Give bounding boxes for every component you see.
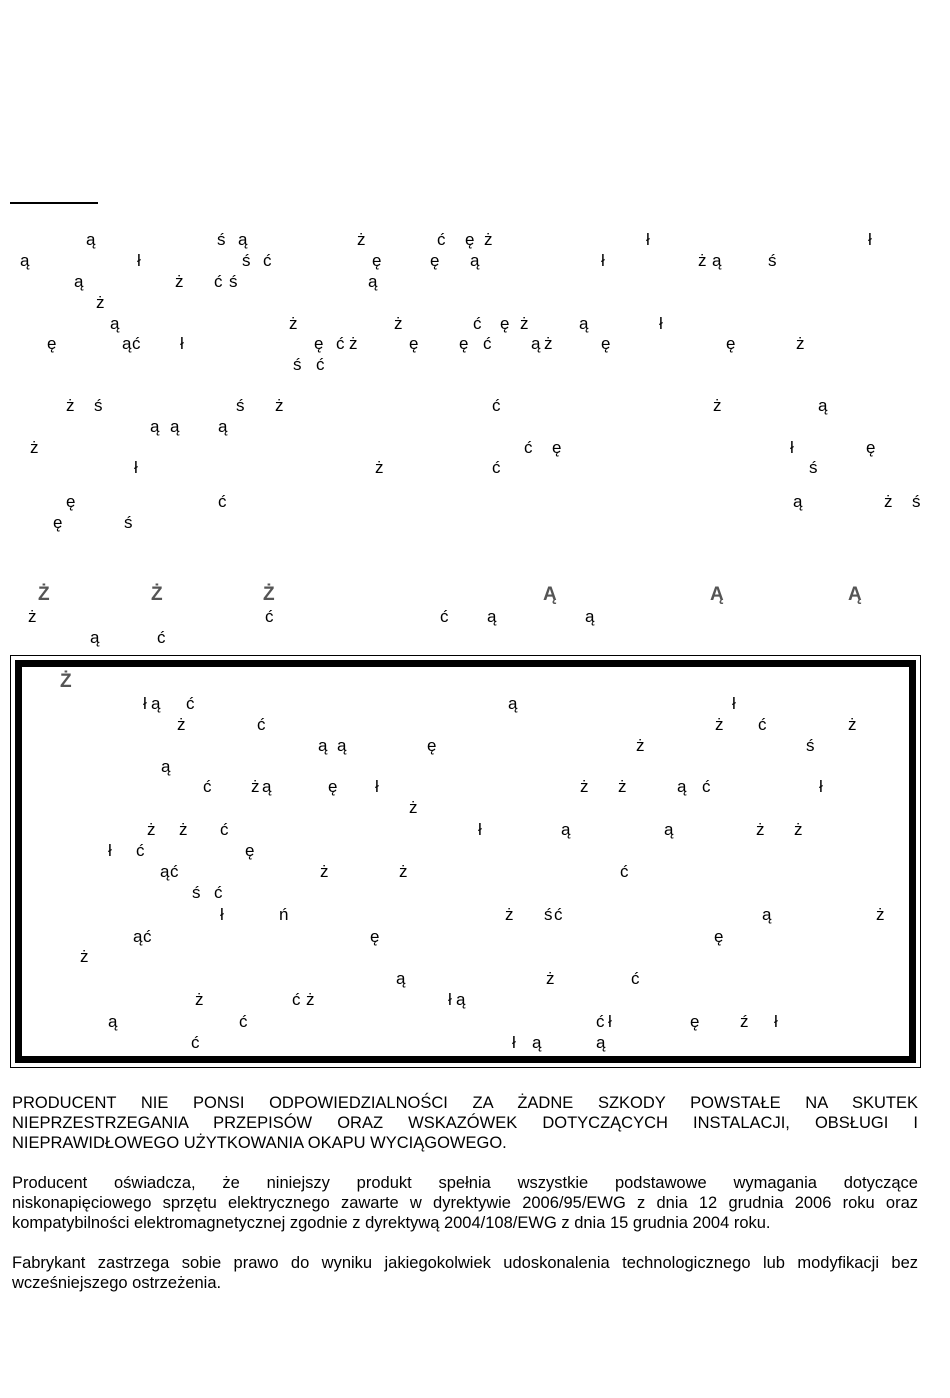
diacritic-glyph: ę xyxy=(66,492,76,511)
diacritic-glyph: ć xyxy=(203,777,212,796)
diacritic-glyph: ą xyxy=(122,334,132,353)
diacritic-glyph: ś xyxy=(242,251,251,270)
diacritic-glyph: ś xyxy=(809,458,818,477)
diacritic-glyph: ą xyxy=(762,905,772,924)
diacritic-glyph: ę xyxy=(726,334,736,353)
diacritic-glyph: ż xyxy=(884,492,893,511)
diacritic-glyph: ą xyxy=(160,862,170,881)
diacritic-glyph: ć xyxy=(524,438,533,457)
diacritic-glyph: ć xyxy=(265,607,274,626)
diacritic-glyph: ą xyxy=(396,969,406,988)
diacritic-glyph: ą xyxy=(151,694,161,713)
diacritic-glyph: ś xyxy=(217,230,226,249)
diacritic-glyph: ś xyxy=(192,883,201,902)
diacritic-glyph: ż xyxy=(580,777,589,796)
diacritic-glyph: ę xyxy=(459,334,469,353)
diacritic-glyph: ż xyxy=(698,251,707,270)
diacritic-glyph: ą xyxy=(170,417,180,436)
diacritic-glyph: ż xyxy=(794,820,803,839)
diacritic-glyph: ż xyxy=(715,715,724,734)
diacritic-glyph: ż xyxy=(520,314,529,333)
diacritic-glyph: ą xyxy=(579,314,589,333)
diacritic-glyph: ź xyxy=(740,1012,749,1031)
diacritic-glyph: ą xyxy=(368,272,378,291)
diacritic-glyph: ę xyxy=(245,841,255,860)
modification-reservation-line: Fabrykant zastrzega sobie prawo do wyniku jakiegokolwiek udoskonalenia technologicznego lub modyfikacji bez xyxy=(12,1254,918,1272)
diacritic-glyph: ć xyxy=(492,458,501,477)
modification-reservation-line: wcześniejszego ostrzeżenia. xyxy=(12,1274,222,1292)
conformity-declaration-line: kompatybilności elektromagnetycznej zgodnie z dyrektywą 2004/108/EWG z dnia 15 grudnia 2004 roku. xyxy=(12,1214,771,1232)
diacritic-glyph: ą xyxy=(161,757,171,776)
conformity-declaration xyxy=(12,1173,918,1233)
diacritic-glyph: ą xyxy=(262,777,272,796)
diacritic-glyph: ć xyxy=(132,334,141,353)
diacritic-glyph: ć xyxy=(191,1033,200,1052)
diacritic-glyph: ż xyxy=(289,314,298,333)
diacritic-glyph: ę xyxy=(866,438,876,457)
diacritic-glyph: ę xyxy=(465,230,475,249)
diacritic-glyph: ę xyxy=(430,251,440,270)
diacritic-glyph: ś xyxy=(806,736,815,755)
diacritic-glyph: ą xyxy=(218,417,228,436)
diacritic-glyph: ś xyxy=(236,396,245,415)
diacritic-glyph: ń xyxy=(279,905,289,924)
diacritic-glyph: ż xyxy=(713,396,722,415)
warning-frame-inner-border xyxy=(15,660,916,1063)
diacritic-glyph: ą xyxy=(470,251,480,270)
diacritic-glyph: Ą xyxy=(710,584,724,605)
diacritic-glyph: ę xyxy=(601,334,611,353)
diacritic-glyph: ć xyxy=(263,251,272,270)
diacritic-glyph: ę xyxy=(690,1012,700,1031)
modification-reservation xyxy=(12,1253,918,1293)
diacritic-glyph: ż xyxy=(505,905,514,924)
diacritic-glyph: ż xyxy=(96,293,105,312)
diacritic-glyph: ą xyxy=(508,694,518,713)
diacritic-glyph: ą xyxy=(20,251,30,270)
diacritic-glyph: ż xyxy=(251,777,260,796)
diacritic-glyph: ą xyxy=(585,607,595,626)
diacritic-glyph: ż xyxy=(544,334,553,353)
diacritic-glyph: ż xyxy=(796,334,805,353)
diacritic-glyph: ć xyxy=(220,820,229,839)
conformity-declaration-line: niskonapięciowego sprzętu elektrycznego zawarte w dyrektywie 2006/95/EWG z dnia 12 grudnia 2006 roku oraz xyxy=(12,1194,918,1212)
diacritic-glyph: ą xyxy=(664,820,674,839)
diacritic-glyph: ż xyxy=(175,272,184,291)
diacritic-glyph: ż xyxy=(636,736,645,755)
diacritic-glyph: ł xyxy=(512,1033,516,1052)
diacritic-glyph: ć xyxy=(620,862,629,881)
diacritic-glyph: ł xyxy=(478,820,482,839)
diacritic-glyph: ż xyxy=(848,715,857,734)
diacritic-glyph: ł xyxy=(180,334,184,353)
diacritic-glyph: ł xyxy=(608,1012,612,1031)
diacritic-glyph: ą xyxy=(596,1033,606,1052)
diacritic-glyph: ę xyxy=(370,927,380,946)
diacritic-glyph: Ą xyxy=(848,584,862,605)
diacritic-glyph: ć xyxy=(336,334,345,353)
diacritic-glyph: ć xyxy=(136,841,145,860)
diacritic-glyph: ę xyxy=(328,777,338,796)
diacritic-glyph: ć xyxy=(292,990,301,1009)
diacritic-glyph: ę xyxy=(409,334,419,353)
diacritic-glyph: ć xyxy=(702,777,711,796)
diacritic-glyph: ł xyxy=(137,251,141,270)
diacritic-glyph: ą xyxy=(712,251,722,270)
diacritic-glyph: ż xyxy=(28,607,37,626)
diacritic-glyph: ą xyxy=(456,990,466,1009)
diacritic-glyph: ż xyxy=(394,314,403,333)
diacritic-glyph: ż xyxy=(195,990,204,1009)
diacritic-glyph: ć xyxy=(483,334,492,353)
diacritic-glyph: ę xyxy=(47,334,57,353)
diacritic-glyph: ł xyxy=(646,230,650,249)
diacritic-glyph: ł xyxy=(134,458,138,477)
diacritic-glyph: ł xyxy=(868,230,872,249)
diacritic-glyph: ż xyxy=(349,334,358,353)
diacritic-glyph: ż xyxy=(306,990,315,1009)
diacritic-glyph: ą xyxy=(677,777,687,796)
diacritic-glyph: ć xyxy=(437,230,446,249)
diacritic-glyph: ę xyxy=(552,438,562,457)
diacritic-glyph: ż xyxy=(409,798,418,817)
diacritic-glyph: ł xyxy=(774,1012,778,1031)
diacritic-glyph: Ą xyxy=(543,584,557,605)
diacritic-glyph: ć xyxy=(186,694,195,713)
diacritic-glyph: ż xyxy=(357,230,366,249)
diacritic-glyph: ż xyxy=(320,862,329,881)
diacritic-glyph: ą xyxy=(531,334,541,353)
diacritic-glyph: ż xyxy=(80,947,89,966)
diacritic-glyph: ę xyxy=(53,513,63,532)
diacritic-glyph: ć xyxy=(214,883,223,902)
diacritic-glyph: ż xyxy=(399,862,408,881)
diacritic-glyph: ą xyxy=(86,230,96,249)
diacritic-glyph: ą xyxy=(337,736,347,755)
diacritic-glyph: ą xyxy=(793,492,803,511)
diacritic-glyph: ś xyxy=(229,272,238,291)
diacritic-glyph: ł xyxy=(790,438,794,457)
diacritic-glyph: ą xyxy=(74,272,84,291)
diacritic-glyph: ć xyxy=(631,969,640,988)
diacritic-glyph: ę xyxy=(714,927,724,946)
diacritic-glyph: ż xyxy=(177,715,186,734)
diacritic-glyph: ę xyxy=(372,251,382,270)
diacritic-glyph: ł xyxy=(375,777,379,796)
diacritic-glyph: ć xyxy=(170,862,179,881)
diacritic-glyph: ż xyxy=(876,905,885,924)
diacritic-glyph: ą xyxy=(318,736,328,755)
diacritic-glyph: ę xyxy=(500,314,510,333)
diacritic-glyph: ż xyxy=(618,777,627,796)
diacritic-glyph: ć xyxy=(257,715,266,734)
diacritic-glyph: ć xyxy=(239,1012,248,1031)
diacritic-glyph: ć xyxy=(554,905,563,924)
diacritic-glyph: ś xyxy=(768,251,777,270)
diacritic-glyph: ć xyxy=(316,355,325,374)
liability-warning-line: NIEPRAWIDŁOWEGO UŻYTKOWANIA OKAPU WYCIĄGOWEGO. xyxy=(12,1134,507,1152)
diacritic-glyph: ł xyxy=(108,841,112,860)
liability-warning-line: PRODUCENT NIE PONSI ODPOWIEDZIALNOŚCI ZA ŻADNE SZKODY POWSTAŁE NA SKUTEK xyxy=(12,1094,918,1112)
diacritic-glyph: ł xyxy=(732,694,736,713)
liability-warning xyxy=(12,1093,918,1153)
diacritic-glyph: ć xyxy=(440,607,449,626)
diacritic-glyph: ł xyxy=(448,990,452,1009)
diacritic-glyph: ą xyxy=(561,820,571,839)
diacritic-glyph: ż xyxy=(375,458,384,477)
diacritic-glyph: ą xyxy=(150,417,160,436)
diacritic-glyph: ż xyxy=(179,820,188,839)
diacritic-glyph: ą xyxy=(818,396,828,415)
liability-warning-line: NIEPRZESTRZEGANIA PRZEPISÓW ORAZ WSKAZÓWEK DOTYCZĄCYCH INSTALACJI, OBSŁUGI I xyxy=(12,1114,918,1132)
diacritic-glyph: Ż xyxy=(263,584,275,605)
diacritic-glyph: ą xyxy=(108,1012,118,1031)
diacritic-glyph: ą xyxy=(90,628,100,647)
diacritic-glyph: ć xyxy=(473,314,482,333)
diacritic-glyph: ś xyxy=(124,513,133,532)
diacritic-glyph: ą xyxy=(133,927,143,946)
diacritic-glyph: ż xyxy=(147,820,156,839)
diacritic-glyph: ś xyxy=(912,492,921,511)
diacritic-glyph: ś xyxy=(544,905,553,924)
diacritic-glyph: ć xyxy=(218,492,227,511)
diacritic-glyph: ś xyxy=(293,355,302,374)
diacritic-glyph: ć xyxy=(596,1012,605,1031)
diacritic-glyph: ł xyxy=(819,777,823,796)
diacritic-glyph: ą xyxy=(532,1033,542,1052)
diacritic-glyph: ś xyxy=(94,396,103,415)
diacritic-glyph: ć xyxy=(492,396,501,415)
diacritic-glyph: ł xyxy=(143,694,147,713)
diacritic-glyph: ą xyxy=(238,230,248,249)
diacritic-glyph: ą xyxy=(110,314,120,333)
diacritic-glyph: ę xyxy=(314,334,324,353)
section-rule xyxy=(10,202,98,204)
diacritic-glyph: ć xyxy=(758,715,767,734)
warning-frame xyxy=(10,655,921,1068)
diacritic-glyph: Ż xyxy=(38,584,50,605)
diacritic-glyph: Ż xyxy=(151,584,163,605)
conformity-declaration-line: Producent oświadcza, że niniejszy produkt spełnia wszystkie podstawowe wymagania dotyczące xyxy=(12,1174,918,1192)
diacritic-glyph: ł xyxy=(220,905,224,924)
diacritic-glyph: ę xyxy=(427,736,437,755)
diacritic-glyph: ł xyxy=(601,251,605,270)
diacritic-glyph: ł xyxy=(659,314,663,333)
diacritic-glyph: ż xyxy=(546,969,555,988)
diacritic-glyph: ż xyxy=(275,396,284,415)
diacritic-glyph: ż xyxy=(756,820,765,839)
diacritic-glyph: Ż xyxy=(60,671,72,692)
diacritic-glyph: ć xyxy=(143,927,152,946)
diacritic-glyph: ż xyxy=(484,230,493,249)
diacritic-glyph: ż xyxy=(30,438,39,457)
diacritic-glyph: ć xyxy=(214,272,223,291)
diacritic-glyph: ż xyxy=(66,396,75,415)
diacritic-glyph: ć xyxy=(157,628,166,647)
diacritic-glyph: ą xyxy=(487,607,497,626)
